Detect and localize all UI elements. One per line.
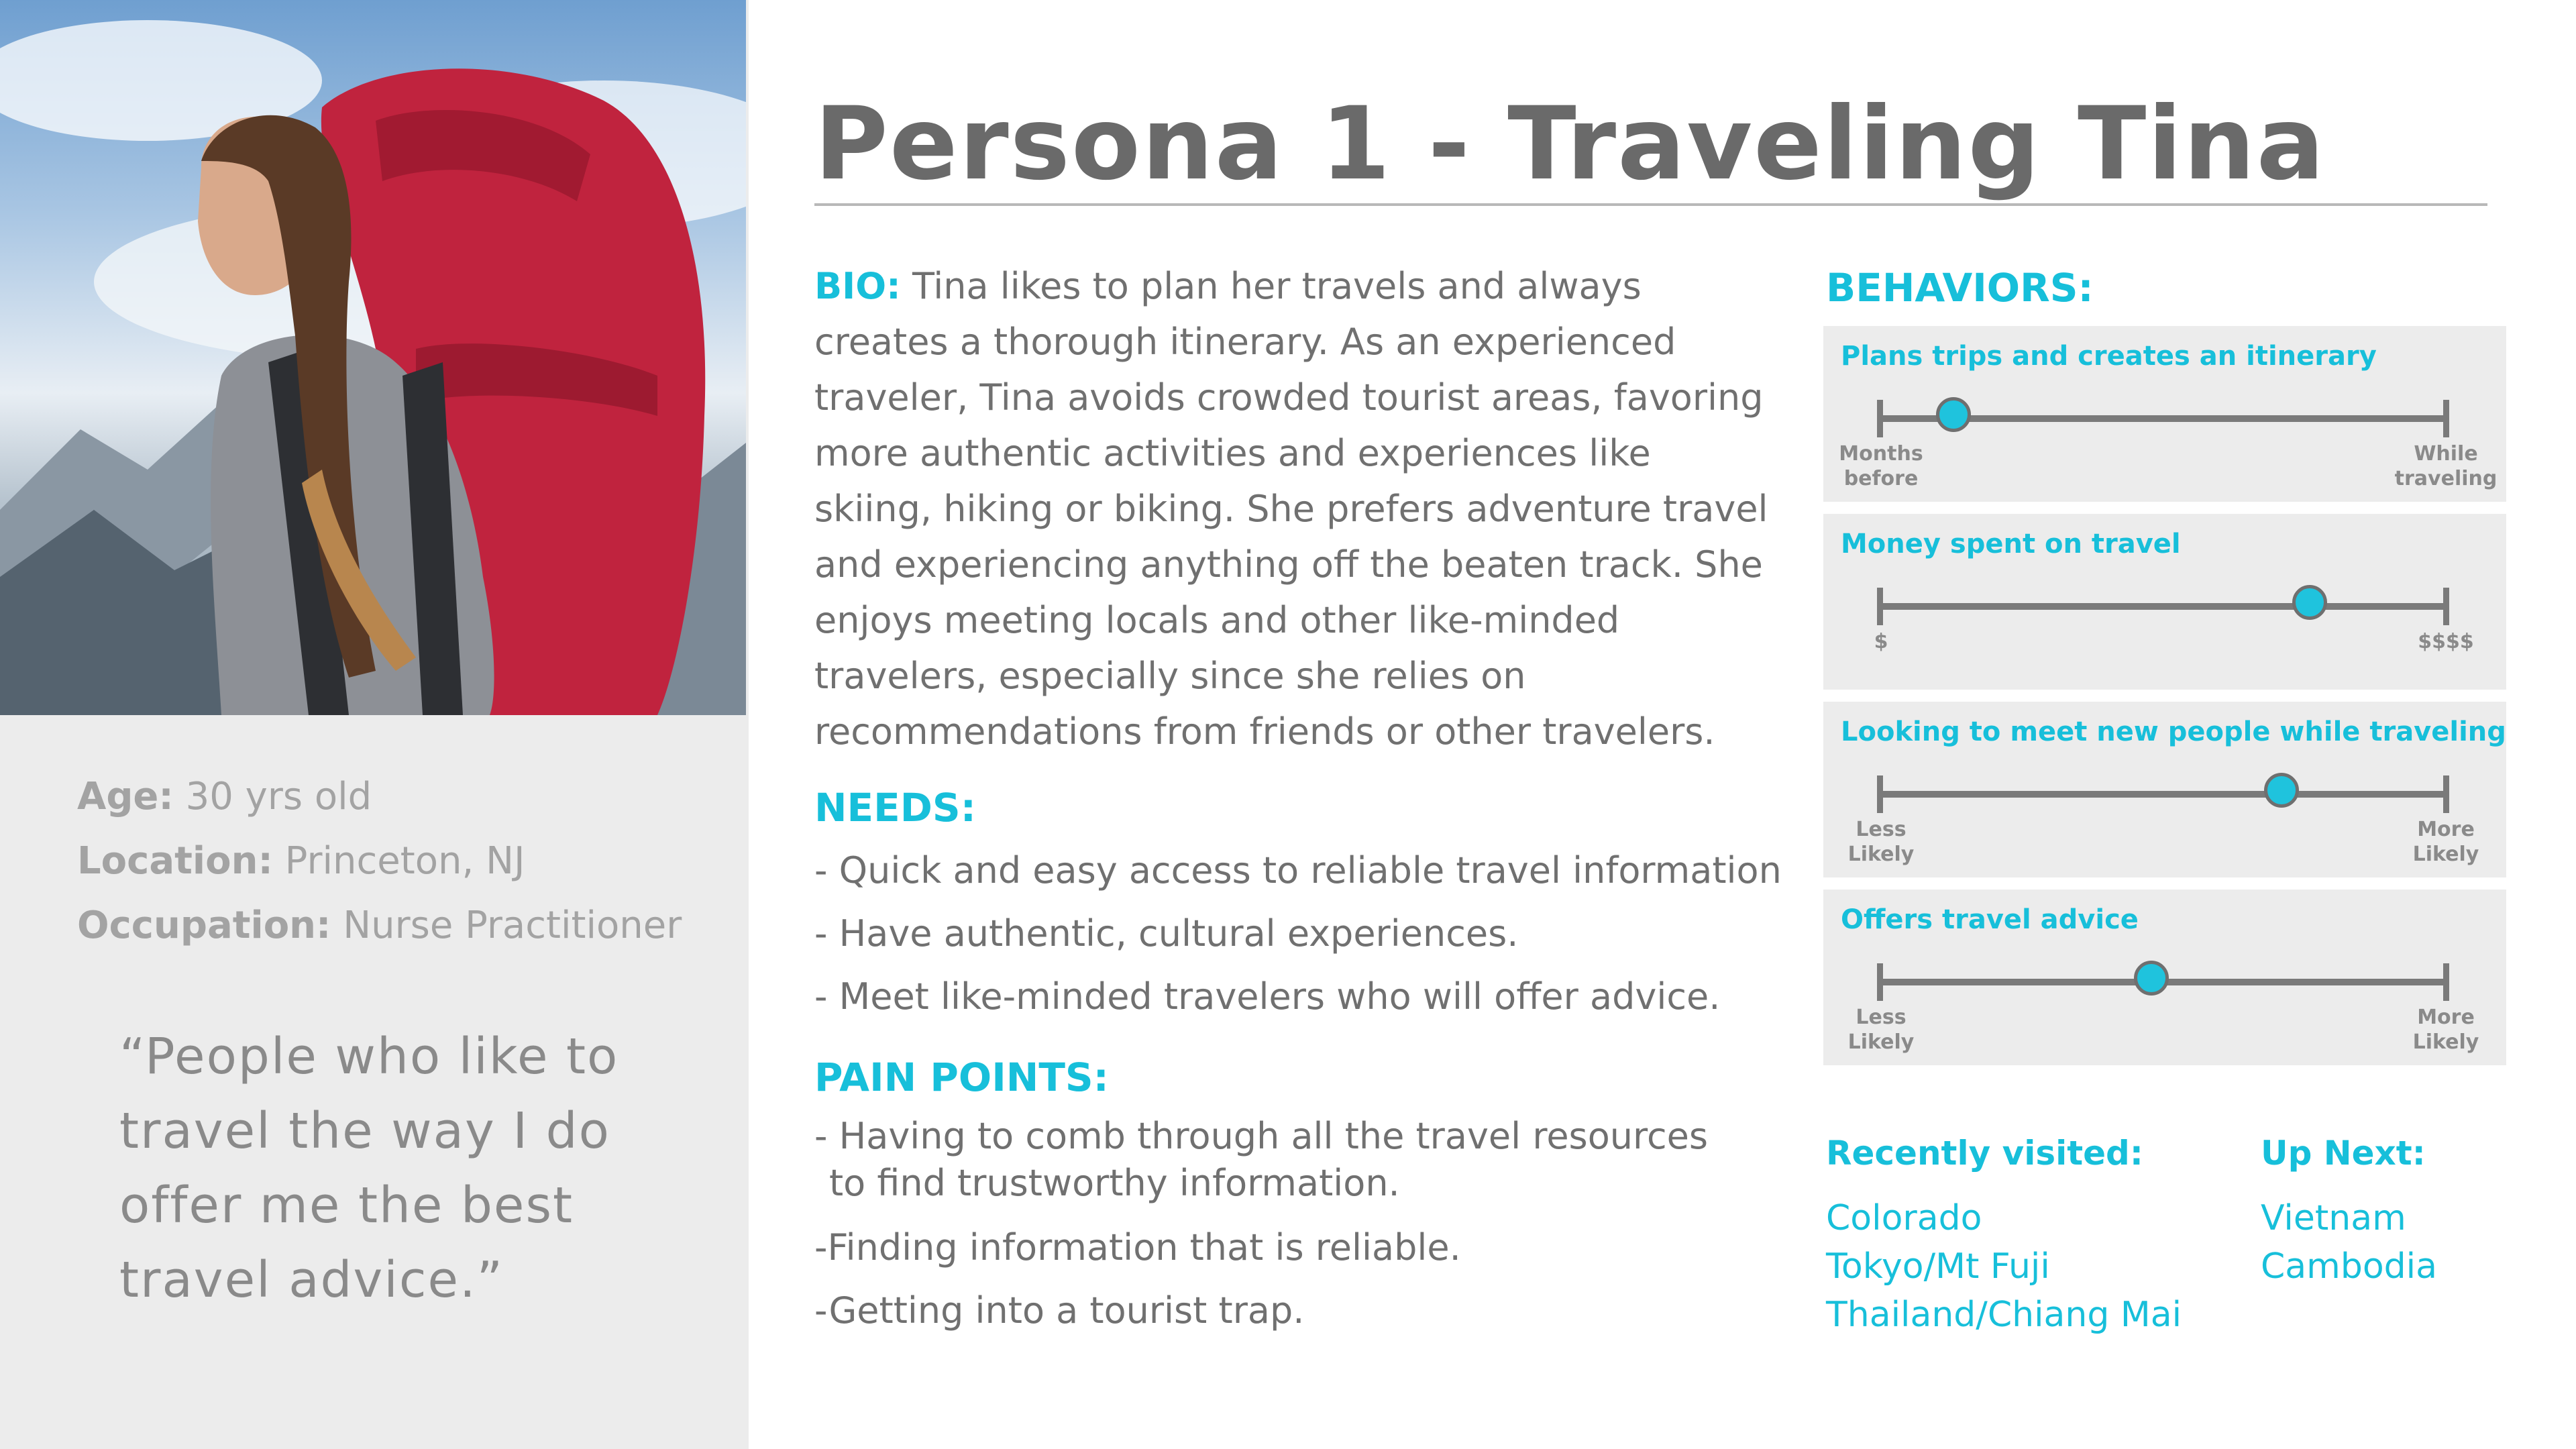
page-title: Persona 1 - Traveling Tina — [814, 86, 2326, 203]
scale-title: Money spent on travel — [1841, 529, 2181, 559]
age-row — [77, 765, 721, 829]
behavior-scale-money — [1823, 514, 2506, 690]
location-label: Location: — [77, 839, 273, 883]
visited-place: Colorado — [1826, 1198, 1982, 1238]
scale-cap-right — [2443, 963, 2449, 1001]
needs-item: - Quick and easy access to reliable travel information — [814, 849, 1782, 892]
occupation-value: Nurse Practitioner — [343, 904, 682, 947]
pain-point-item: to find trustworthy information. — [829, 1162, 1400, 1204]
scale-cap-right — [2443, 588, 2449, 625]
scale-cap-left — [1877, 963, 1883, 1001]
pain-point-item: -Getting into a tourist trap. — [814, 1289, 1305, 1332]
scale-right-label: More Likely — [2412, 1006, 2479, 1054]
scale-cap-left — [1877, 400, 1883, 437]
scale-left-label: Less Likely — [1847, 1006, 1915, 1054]
persona-quote: “People who like to travel the way I do offer me the best travel advice.” — [119, 1028, 619, 1309]
scale-title: Offers travel advice — [1841, 904, 2139, 935]
behaviors-heading: BEHAVIORS: — [1826, 265, 2094, 311]
behavior-scale-advice — [1823, 890, 2506, 1065]
profile-details — [77, 765, 721, 958]
bio-label: BIO: — [814, 265, 901, 307]
scale-marker — [2264, 773, 2299, 808]
pain-points-heading: PAIN POINTS: — [814, 1055, 1109, 1100]
bio-section — [814, 258, 1774, 759]
scale-right-label: More Likely — [2412, 818, 2479, 866]
scale-left-label: Months before — [1839, 442, 1923, 490]
scale-cap-left — [1877, 775, 1883, 813]
needs-item: - Have authentic, cultural experiences. — [814, 912, 1519, 955]
next-place: Vietnam — [2261, 1198, 2406, 1238]
scale-cap-right — [2443, 775, 2449, 813]
persona-photo — [0, 0, 746, 715]
scale-marker — [2134, 961, 2169, 996]
pain-point-item: -Finding information that is reliable. — [814, 1226, 1461, 1269]
occupation-label: Occupation: — [77, 904, 331, 947]
scale-left-label: Less Likely — [1847, 818, 1915, 866]
location-value: Princeton, NJ — [284, 839, 525, 883]
visited-place: Tokyo/Mt Fuji — [1826, 1246, 2050, 1287]
scale-title: Plans trips and creates an itinerary — [1841, 341, 2377, 372]
recently-visited-heading: Recently visited: — [1826, 1134, 2143, 1173]
pain-point-item: - Having to comb through all the travel resources — [814, 1115, 1709, 1157]
scale-marker — [2292, 585, 2327, 620]
hiker-illustration — [0, 0, 746, 715]
bio-text: Tina likes to plan her travels and always creates a thorough itinerary. As an experienced traveler, Tina avoids crowded tourist areas, favoring more authentic activities and experiences like skiing, hiking or biking. She prefers adventure travel and experiencing anything off the beaten track. She enjoys meeting locals and other like-minded travelers, especially since she relies on recommendations from friends or other travelers. — [814, 265, 1768, 753]
behavior-scale-itinerary — [1823, 326, 2506, 502]
behavior-scale-meet-people — [1823, 702, 2506, 877]
scale-cap-left — [1877, 588, 1883, 625]
location-row — [77, 829, 721, 894]
age-value: 30 yrs old — [185, 775, 372, 818]
scale-marker — [1936, 397, 1971, 432]
scale-right-label: $$$$ — [2418, 630, 2474, 653]
scale-left-label: $ — [1874, 630, 1888, 653]
next-place: Cambodia — [2261, 1246, 2437, 1287]
needs-heading: NEEDS: — [814, 785, 976, 830]
scale-cap-right — [2443, 400, 2449, 437]
occupation-row — [77, 894, 721, 958]
scale-track — [1878, 603, 2446, 610]
needs-item: - Meet like-minded travelers who will offer advice. — [814, 975, 1721, 1018]
age-label: Age: — [77, 775, 174, 818]
title-divider — [814, 203, 2487, 206]
scale-track — [1878, 791, 2446, 798]
up-next-heading: Up Next: — [2261, 1134, 2426, 1173]
scale-right-label: While traveling — [2394, 442, 2498, 490]
scale-title: Looking to meet new people while traveling — [1841, 716, 2506, 747]
visited-place: Thailand/Chiang Mai — [1826, 1295, 2182, 1335]
